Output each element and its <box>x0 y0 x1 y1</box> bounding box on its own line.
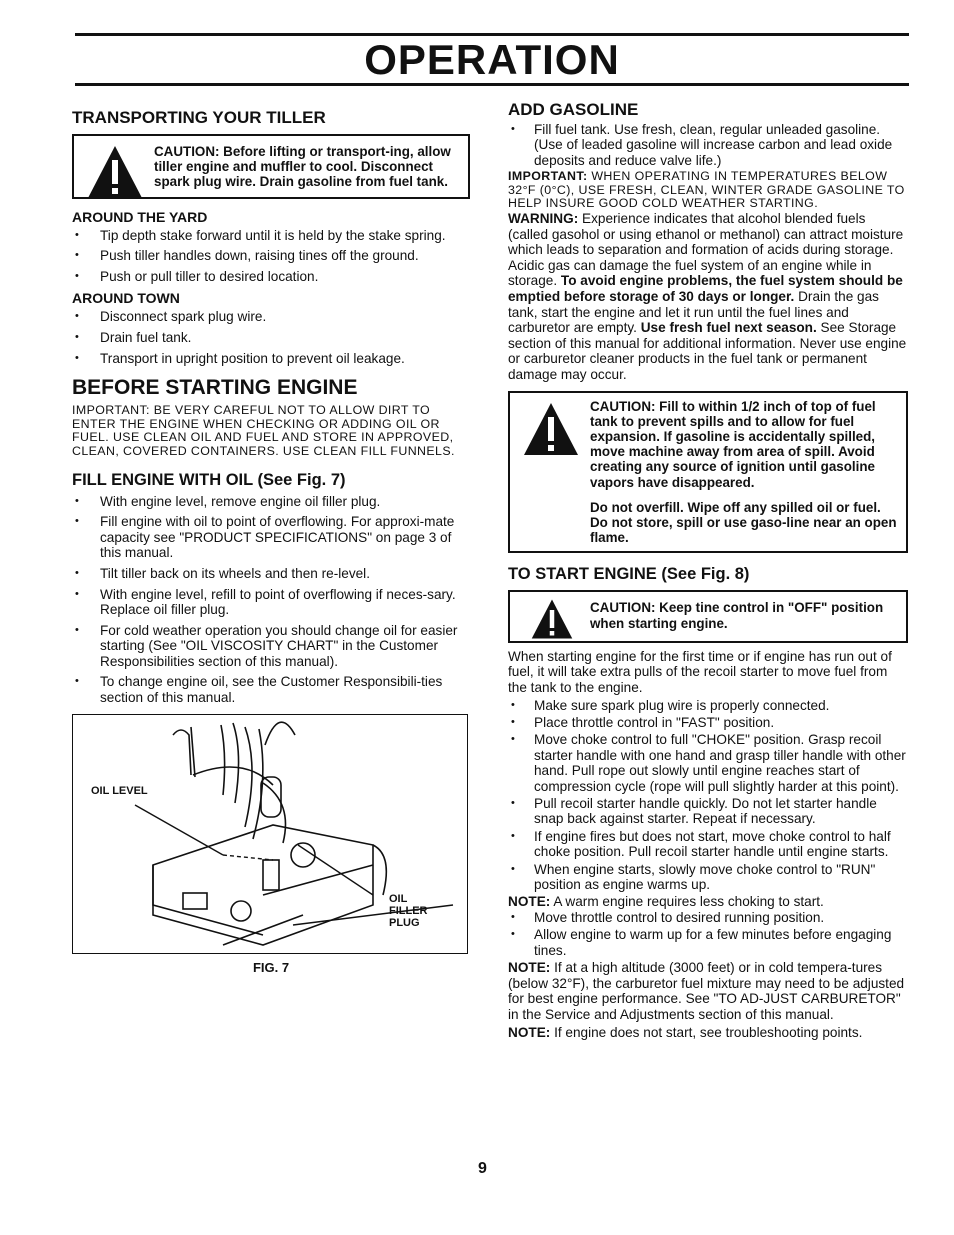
page-title: OPERATION <box>364 36 620 83</box>
right-column <box>508 100 908 1040</box>
list-item: • Disconnect spark plug wire. <box>72 309 470 325</box>
list-item: • Move throttle control to desired running position. <box>508 910 908 925</box>
figure-7-caption: FIG. 7 <box>252 959 290 975</box>
list-item: • Make sure spark plug wire is properly connected. <box>508 698 908 713</box>
around-town-heading: AROUND TOWN <box>72 290 180 307</box>
start-note-2: NOTE: If at a high altitude (3000 feet) or in cold tempera-tures (below 32°F), the carburetor fuel mixture may need to be adjusted for best engine performance. See "TO AD-JUST CARBURETOR" in the Service and Adjustments section of this manual. <box>508 960 905 1023</box>
start-note-1: NOTE: A warm engine requires less choking to start. <box>508 894 824 910</box>
add-gasoline-important: IMPORTANT: WHEN OPERATING IN TEMPERATURES BELOW 32°F (0°C), USE FRESH, CLEAN, WINTER GRADE GASOLINE TO HELP INSURE GOOD COLD WEATHER STARTING. <box>508 169 905 211</box>
list-item: • If engine fires but does not start, move choke control to half choke position. Pull recoil starter handle until engine starts. <box>508 829 908 860</box>
list-item: • With engine level, remove engine oil filler plug. <box>72 494 470 510</box>
fuel-caution-box <box>508 391 908 554</box>
list-item: • With engine level, refill to point of overflowing if neces-sary. Replace oil filler plug. <box>72 587 470 618</box>
add-gasoline-list <box>508 122 908 168</box>
fuel-caution-overfill: Do not overfill. Wipe off any spilled oil or fuel. Do not store, spill or use gaso-line near an open flame. <box>590 499 897 546</box>
warning-icon <box>86 144 144 200</box>
list-item: • When engine starts, slowly move choke control to "RUN" position as engine warms up. <box>508 862 908 893</box>
around-yard-heading: AROUND THE YARD <box>72 208 208 225</box>
fill-engine-list <box>72 494 470 706</box>
transport-caution-text: CAUTION: Before lifting or transport-ing, allow tiller engine and muffler to cool. Disconnect spark plug wire. Drain gasoline from fuel tank. <box>154 144 451 190</box>
start-engine-heading: TO START ENGINE (See Fig. 8) <box>508 565 750 584</box>
figure-7 <box>72 714 468 954</box>
start-note-3: NOTE: If engine does not start, see troubleshooting points. <box>508 1024 863 1040</box>
warning-icon <box>522 401 580 457</box>
list-item: • Fill fuel tank. Use fresh, clean, regular unleaded gasoline. (Use of leaded gasoline will increase carbon and lead oxide deposits and reduce valve life.) <box>508 122 908 168</box>
before-starting-heading: BEFORE STARTING ENGINE <box>72 376 358 400</box>
list-item: • Drain fuel tank. <box>72 330 470 346</box>
title-underline <box>75 83 909 86</box>
list-item: • Fill engine with oil to point of overflowing. For approxi-mate capacity see "PRODUCT SPECIFICATIONS" on page 3 of this manual. <box>72 514 470 561</box>
list-item: • To change engine oil, see the Customer Responsibili-ties section of this manual. <box>72 674 470 705</box>
oil-level-label: OIL LEVEL <box>91 784 148 797</box>
list-item: • Pull recoil starter handle quickly. Do not let starter handle snap back against starter. Repeat if necessary. <box>508 796 908 827</box>
list-item: • Push or pull tiller to desired location. <box>72 269 470 285</box>
fill-engine-heading: FILL ENGINE WITH OIL (See Fig. 7) <box>72 470 346 489</box>
list-item: • Move choke control to full "CHOKE" position. Grasp recoil starter handle with one hand and grasp tiller handle with other hand. Pull rope out slowly until engine reaches start of compression cycle (rope will pull slightly harder at this point). <box>508 732 908 794</box>
list-item: • Place throttle control in "FAST" position. <box>508 715 908 730</box>
start-engine-intro: When starting engine for the first time or if engine has run out of fuel, it will take extra pulls of the recoil starter to move fuel from the tank to the engine. <box>508 648 892 695</box>
start-engine-steps-2 <box>508 910 908 958</box>
start-caution-text: CAUTION: Keep tine control in "OFF" position when starting engine. <box>590 600 884 631</box>
left-column <box>72 100 470 975</box>
add-gasoline-heading: ADD GASOLINE <box>508 100 639 119</box>
list-item: • Tilt tiller back on its wheels and then re-level. <box>72 566 470 582</box>
list-item: • Tip depth stake forward until it is held by the stake spring. <box>72 228 470 244</box>
list-item: • Push tiller handles down, raising tines off the ground. <box>72 248 470 264</box>
list-item: • Allow engine to warm up for a few minutes before engaging tines. <box>508 927 908 958</box>
around-yard-list <box>72 228 470 285</box>
transport-caution-box <box>72 134 470 199</box>
before-starting-important: IMPORTANT: BE VERY CAREFUL NOT TO ALLOW DIRT TO ENTER THE ENGINE WHEN CHECKING OR ADDING OIL OR FUEL. USE CLEAN OIL AND FUEL AND STORE IN APPROVED, CLEAN, COVERED CONTAINERS. USE CLEAN FILL FUNNELS. <box>72 403 455 458</box>
page-number: 9 <box>478 1160 487 1177</box>
around-town-list <box>72 309 470 366</box>
start-engine-steps <box>508 698 908 893</box>
add-gasoline-warning: WARNING: Experience indicates that alcohol blended fuels (called gasohol or using ethanol or methanol) can attract moisture which leads to separation and formation of acids during storage. Acidic gas can damage the fuel system of an engine while in storage. To avoid engine problems, the fuel system should be emptied before storage of 30 days or longer. Drain the gas tank, start the engine and let it run until the fuel lines and carburetor are empty. Use fresh fuel next season. See Storage section of this manual for additional information. Never use engine or carburetor cleaner products in the fuel tank or permanent damage may occur. <box>508 211 907 382</box>
warning-icon <box>530 598 574 640</box>
transporting-heading: TRANSPORTING YOUR TILLER <box>72 108 326 127</box>
start-caution-box <box>508 590 908 642</box>
list-item: • For cold weather operation you should change oil for easier starting (See "OIL VISCOSITY CHART" in the Customer Responsibilities section of this manual). <box>72 623 470 670</box>
list-item: • Transport in upright position to prevent oil leakage. <box>72 351 470 367</box>
oil-filler-plug-label: OIL FILLER PLUG <box>389 892 428 929</box>
fuel-caution-text: CAUTION: Fill to within 1/2 inch of top of fuel tank to prevent spills and to allow for fuel expansion. If gasoline is accidentally spilled, move machine away from area of spill. Avoid creating any source of ignition until gasoline vapors have disappeared. <box>590 398 876 490</box>
